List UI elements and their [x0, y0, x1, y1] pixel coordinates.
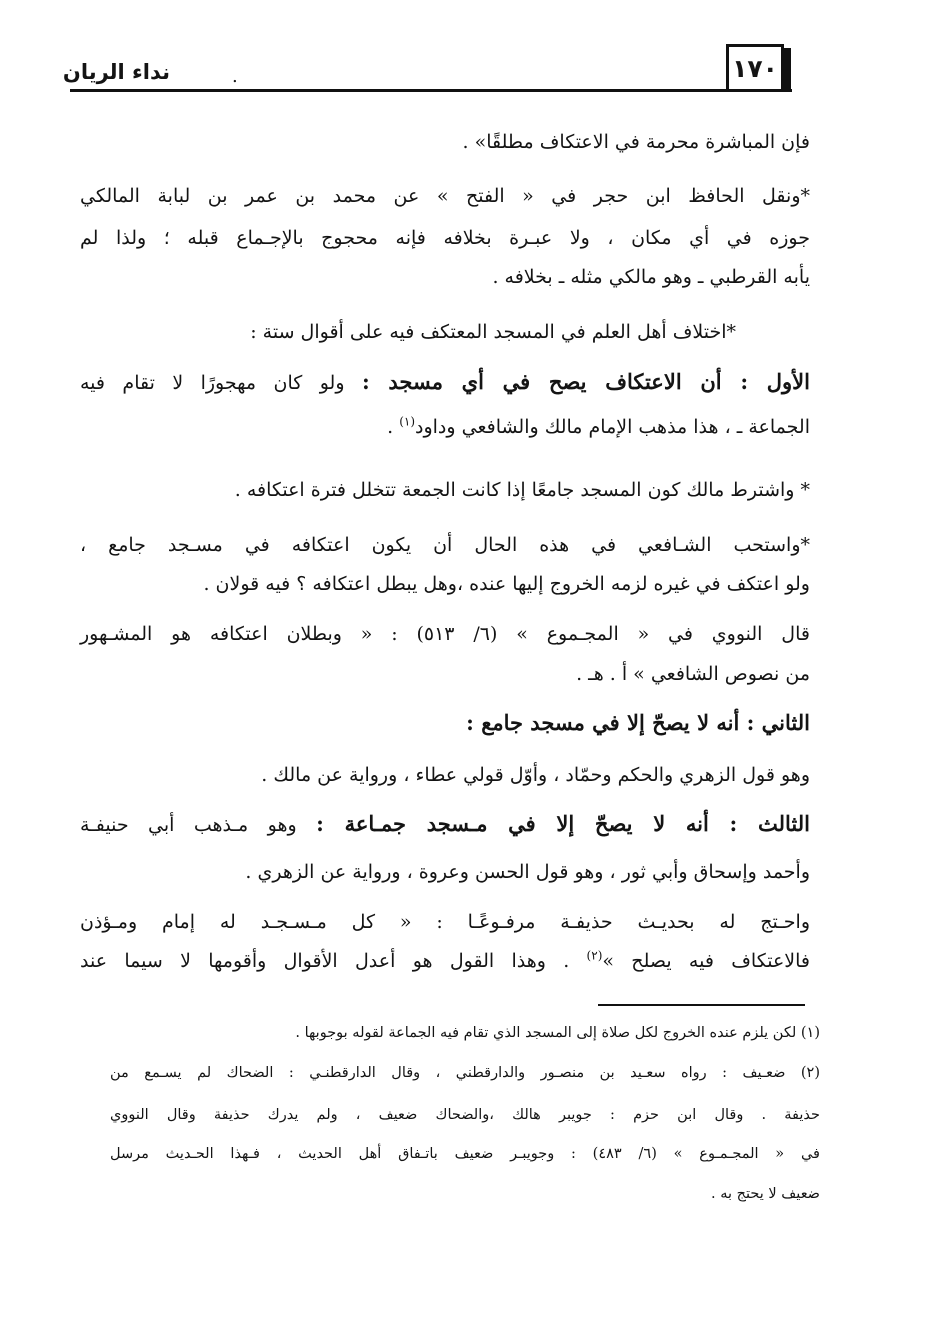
text-span: . — [387, 416, 400, 438]
text-line: وأحمد وإسحاق وأبي ثور ، وهو قول الحسن وعروة ، ورواية عن الزهري . — [245, 861, 810, 883]
page-number-frame-shadow — [784, 48, 791, 90]
text-line: واحـتج له بحديـث حذيفـة مرفـوعًـا : « كل مـسـجـد له إمام ومـؤذن — [80, 911, 810, 933]
footnote-line: حذيفة . وقال ابن حزم : جويبر هالك ،والضحاك ضعيف ، ولم يدرك حذيفة وقال النووي — [110, 1107, 821, 1123]
text-line — [80, 947, 810, 975]
first-opinion-heading: الأول : أن الاعتكاف يصح في أي مسجد : — [361, 369, 810, 394]
footnote-separator — [598, 1004, 805, 1006]
text-line: قال النووي في « المجـموع » (٦/ ٥١٣) : « وبطلان اعتكافه هو المشـهور — [80, 623, 810, 645]
text-line: * واشترط مالك كون المسجد جامعًا إذا كانت الجمعة تتخلل فترة اعتكافه . — [234, 479, 810, 501]
page-number: ١٧٠ — [726, 44, 784, 90]
text-line — [80, 368, 810, 397]
text-line: *واستحب الشـافعي في هذه الحال أن يكون اعتكافه في مسـجد جامع ، — [80, 534, 810, 556]
text-line — [387, 413, 810, 441]
text-span: وهو مـذهب أبي حنيفـة — [80, 814, 317, 836]
text-line: وهو قول الزهري والحكم وحمّاد ، وأوّل قولي عطاء ، ورواية عن مالك . — [261, 764, 810, 786]
running-title: نداء الريان — [62, 60, 170, 84]
heading-text: الثاني : أنه لا يصحّ إلا في مسجد جامع : — [466, 710, 810, 735]
text-line: جوزه في أي مكان ، ولا عبـرة بخلافه فإنه محجوج بالإجـماع قبله ؛ ولذا لم — [80, 227, 810, 249]
text-line: *ونقل الحافظ ابن حجر في « الفتح » عن محمد بن عمر بن لبابة المالكي — [80, 185, 810, 207]
text-span: . وهذا القول هو أعدل الأقوال وأقومها لا سيما عند — [80, 950, 587, 972]
second-opinion-heading — [466, 709, 810, 738]
text-line: ولو اعتكف في غيره لزمه الخروج إليها عنده ،وهل يبطل اعتكافه ؟ فيه قولان . — [203, 573, 810, 595]
footnote-ref: (١) — [399, 414, 416, 429]
text-line: من نصوص الشافعي » أ . هـ . — [576, 663, 810, 685]
header-rule — [70, 89, 792, 92]
footnote-line: ضعيف لا يحتج به . — [711, 1186, 820, 1202]
text-line: يأبه القرطبي ـ وهو مالكي مثله ـ بخلافه . — [492, 266, 810, 288]
header-dot: . — [232, 66, 238, 87]
footnote-line: (١) لكن يلزم عنده الخروج لكل صلاة إلى المسجد الذي تقام فيه الجماعة لقوله بوجوبها . — [295, 1025, 820, 1041]
text-span: فالاعتكاف فيه يصلح » — [602, 950, 810, 972]
footnote-ref: (٢) — [586, 948, 603, 963]
third-opinion-heading: الثالث : أنه لا يصحّ إلا في مـسجد جمـاعة : — [316, 811, 810, 836]
text-span: الجماعة ـ ، هذا مذهب الإمام مالك والشافعي وداود — [415, 416, 810, 438]
footnote-line: في « المجـمـوع » (٦/ ٤٨٣) : وجويبـر ضعيف باتـفاق أهل الحديث ، فـهذا الحـديث مرسل — [110, 1146, 820, 1162]
footnote-line: (٢) ضعـيف : رواه سعـيد بن منصـور والدارقطني ، وقال الدارقطنـي : الضحاك لم يسـمع من — [110, 1065, 820, 1081]
text-span: ولو كان مهجورًا لا تقام فيه — [80, 372, 362, 394]
text-line: *اختلاف أهل العلم في المسجد المعتكف فيه على أقوال ستة : — [250, 321, 736, 343]
text-line — [80, 810, 810, 839]
text-line: فإن المباشرة محرمة في الاعتكاف مطلقًا» . — [462, 131, 810, 153]
